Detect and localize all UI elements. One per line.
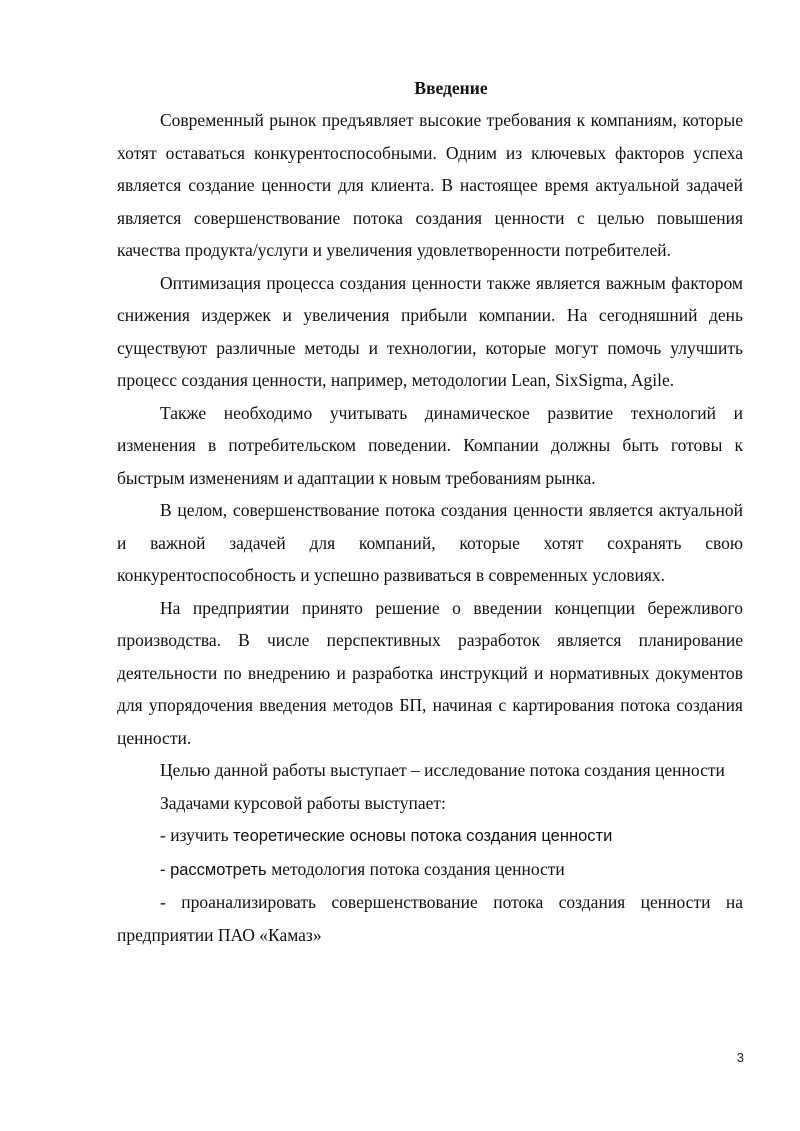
paragraph-tasks-intro: Задачами курсовой работы выступает: xyxy=(160,792,446,813)
task-item-2 xyxy=(117,853,743,887)
paragraph-5: На предприятии принято решение о введении концепции бережливого производства. В числе перспективных разработок является планирование деятельности по внедрению и разработка инструкций и нормативных документов для упорядочения введения методов БП, начиная с картирования потока создания ценности. xyxy=(117,597,743,748)
paragraph-goal: Целью данной работы выступает – исследование потока создания ценности xyxy=(160,760,725,780)
task-item-1-text: теоретические основы потока создания ценности xyxy=(233,827,613,845)
task-item-2-text: методология потока создания ценности xyxy=(271,858,565,879)
paragraph-4: В целом, совершенствование потока создания ценности является актуальной и важной задачей для компаний, которые хотят сохранять свою конкурентоспособность и успешно развиваться в современных условиях. xyxy=(117,500,743,585)
section-title: Введение xyxy=(414,78,488,98)
task-item-1-prefix: - изучить xyxy=(160,825,234,845)
task-item-3: - проанализировать совершенствование потока создания ценности на предприятии ПАО «Камаз» xyxy=(117,892,743,945)
paragraph-1: Современный рынок предъявляет высокие требования к компаниям, которые хотят оставаться конкурентоспособными. Одним из ключевых факторов успеха является создание ценности для клиента. В настоящее время актуальной задачей является совершенствование потока создания ценности с целью повышения качества продукта/услуги и увеличения удовлетворенности потребителей. xyxy=(117,110,743,260)
paragraph-3: Также необходимо учитывать динамическое развитие технологий и изменения в потребительском поведении. Компании должны быть готовы к быстрым изменениям и адаптации к новым требованиям рынка. xyxy=(117,402,743,488)
document-body xyxy=(117,76,743,951)
page-number: 3 xyxy=(736,1050,744,1065)
task-item-2-prefix: - рассмотреть xyxy=(160,860,272,879)
task-item-1 xyxy=(117,819,743,853)
paragraph-2: Оптимизация процесса создания ценности также является важным фактором снижения издержек и увеличения прибыли компании. На сегодняшний день существуют различные методы и технологии, которые могут помочь улучшить процесс создания ценности, например, методологии Lean, SixSigma, Agile. xyxy=(117,272,743,390)
